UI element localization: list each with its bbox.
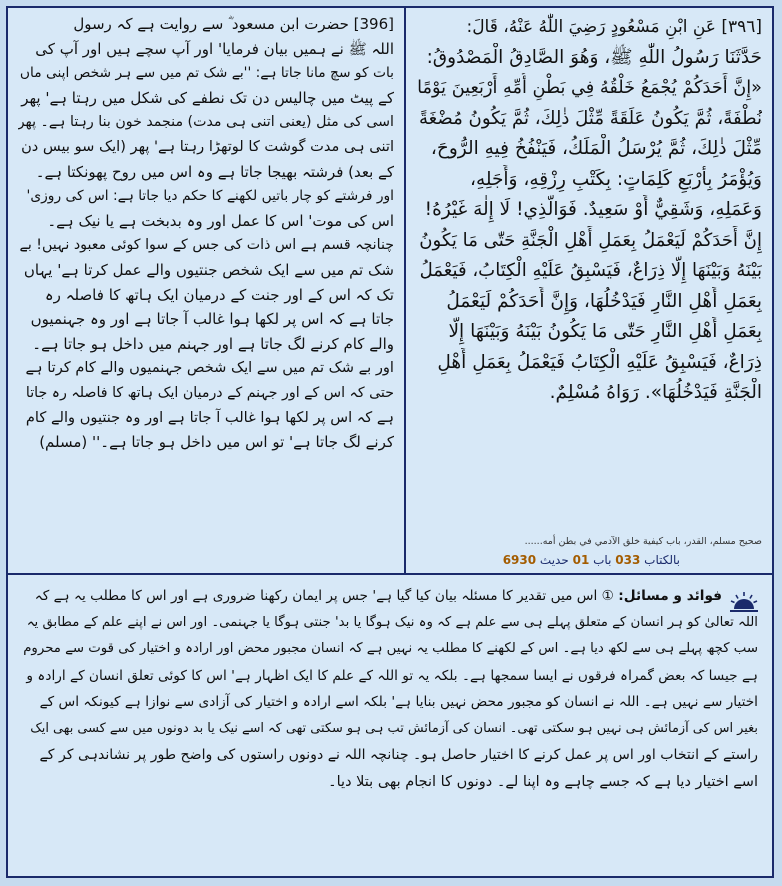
urdu-translation-column bbox=[8, 8, 406, 573]
urdu-line: اور بے شک تم میں سے ایک شخص جہنمیوں والے کام کرتا ہے bbox=[25, 359, 394, 377]
kitab-number: 033 bbox=[615, 553, 641, 567]
reference-numbers bbox=[503, 553, 680, 567]
note-line: بغیر اس کی آزمائش ہی نہیں ہو سکتی تھی۔ انسان کی آزمائش تب ہی ہو سکتی تھی کہ اسے نیک یا بد دونوں میں سے کسی بھی ایک bbox=[30, 720, 758, 736]
reference-source: صحيح مسلم، القدر، باب كيفية خلق الآدمي في بطن أمه...... bbox=[524, 536, 762, 547]
arabic-line: بَيْنَهُ وَبَيْنَهَا إِلَّا ذِرَاعٌ، فَيَسْبِقُ عَلَيْهِ الْكِتَابُ، فَيَعْمَلُ bbox=[419, 260, 762, 281]
benefits-and-issues bbox=[8, 575, 772, 876]
urdu-line: کے بعد) فرشتہ بھیجا جاتا ہے وہ اس میں روح پھونکتا ہے۔ bbox=[35, 162, 394, 181]
arabic-line: مِّثْلَ ذٰلِكَ، ثُمَّ يُرْسَلُ الْمَلَكُ، فَيَنْفُخُ فِيهِ الرُّوحَ، bbox=[430, 138, 762, 159]
urdu-line: شک تم میں سے ایک شخص جنتیوں والے عمل کرتا ہے' یہاں bbox=[23, 260, 394, 279]
page-frame bbox=[6, 6, 774, 878]
note-line: ہے جیسا کہ بعض گمراہ فرقوں نے ایسا سمجھا ہے۔ بلکہ یہ تو اللہ کے علم کا ایک اظہار ہے' اس کا کوئی تعلق انسان کے ارادہ و bbox=[26, 667, 758, 684]
arabic-line: بِعَمَلِ أَهْلِ النَّارِ فَيَدْخُلُهَا، وَإِنَّ أَحَدَكُمْ لَيَعْمَلُ bbox=[446, 290, 762, 312]
arabic-line: بِعَمَلِ أَهْلِ النَّارِ حَتّٰى مَا يَكُونُ بَيْنَهُ وَبَيْنَهَا إِلَّا bbox=[448, 321, 762, 342]
arabic-line: ذِرَاعٌ، فَيَسْبِقُ عَلَيْهِ الْكِتَابُ فَيَعْمَلُ بِعَمَلِ أَهْلِ bbox=[437, 351, 762, 373]
urdu-line: والے کام کرنے لگ جاتا ہے اور جہنم میں داخل ہو جاتا ہے۔ bbox=[32, 334, 394, 353]
note-line: اللہ تعالیٰ کو ہر انسان کے متعلق پہلے ہی سے علم ہے کہ وہ نیک ہوگا یا بد' جنتی ہوگا یا جہنمی۔ اور اس نے اپنے علم کے مطابق یہ bbox=[26, 614, 758, 630]
urdu-line: [396] حضرت ابن مسعود ؓ سے روایت ہے کہ رسول bbox=[73, 15, 394, 33]
urdu-line: جاتا ہے کہ اس پر لکھا ہوا غالب آ جاتا ہے اور وہ جہنمیوں bbox=[30, 310, 394, 329]
urdu-line: اسی کی مثل (یعنی اتنی ہی مدت) منجمد خون بنا رہتا ہے۔ پھر bbox=[18, 114, 394, 131]
arabic-text bbox=[416, 43, 762, 409]
urdu-line: اتنی ہی مدت گوشت کا لوتھڑا رہتا ہے' پھر (ایک سو بیس دن bbox=[21, 137, 394, 155]
arabic-line: نُطْفَةً، ثُمَّ يَكُونُ عَلَقَةً مِّثْلَ ذٰلِكَ، ثُمَّ يَكُونُ مُضْغَةً bbox=[418, 107, 762, 129]
notes-text bbox=[22, 583, 758, 795]
note-line: سب کچھ پہلے ہی سے لکھ دیا ہے۔ اس کے لکھنے کا مطلب یہ نہیں ہے کہ انسان مجبور محض اور ارادہ و اختیار کی قوت سے محروم bbox=[23, 641, 758, 656]
arabic-hadith-column bbox=[406, 8, 772, 573]
urdu-line: ہے کہ اس پر لکھا ہوا غالب آ جاتا ہے اور وہ جنتیوں والے کام bbox=[25, 408, 394, 426]
note-line: اسے اختیار دیا ہے کہ جسے چاہے وہ اپنا لے۔ دونوں کا انجام بھی بتلا دیا۔ bbox=[328, 773, 758, 790]
arabic-line: الْجَنَّةِ فَيَدْخُلُهَا». رَوَاهُ مُسْلِمٌ. bbox=[549, 382, 762, 403]
arabic-heading: [٣٩٦] عَنِ ابْنِ مَسْعُودٍ رَضِيَ اللّٰهُ عَنْهُ، قَالَ: bbox=[466, 17, 762, 37]
urdu-line: کے پیٹ میں چالیس دن تک نطفے کی شکل میں رہتا ہے' پھر bbox=[21, 88, 394, 107]
urdu-line: کرنے لگ جاتا ہے' تو اس میں داخل ہو جاتا ہے۔'' (مسلم) bbox=[39, 433, 394, 452]
urdu-line: اللہ ﷺ نے ہمیں بیان فرمایا' اور آپ سچے ہیں اور آپ کی bbox=[35, 39, 394, 58]
hadith-reference bbox=[408, 536, 770, 572]
arabic-line: «إِنَّ أَحَدَكُمْ يُجْمَعُ خَلْقُهُ فِي بَطْنِ أُمِّهِ أَرْبَعِينَ يَوْمًا bbox=[417, 78, 762, 98]
arabic-line: وَعَمَلِهِ، وَشَقِيٌّ أَوْ سَعِيدٌ. فَوَالَّذِي! لَا إِلٰهَ غَيْرُهُ! bbox=[424, 199, 762, 220]
arabic-line: حَدَّثَنَا رَسُولُ اللّٰهِ ﷺ، وَهُوَ الصَّادِقُ الْمَصْدُوقُ: bbox=[426, 46, 762, 68]
urdu-line: بات کو سچ مانا جاتا ہے: ''بے شک تم میں سے ہر شخص اپنی ماں bbox=[19, 65, 394, 82]
hadith-label: حديث bbox=[539, 553, 569, 567]
note-line: راستے کے انتخاب اور اس پر عمل کرنے کا اختیار حاصل ہو۔ چنانچہ اللہ نے دونوں راستوں کی واضح طور پر نشاندہی کر کے bbox=[39, 747, 758, 763]
arabic-line: وَيُؤْمَرُ بِأَرْبَعِ كَلِمَاتٍ: بِكَتْبِ رِزْقِهِ، وَأَجَلِهِ، bbox=[469, 168, 762, 190]
note-line-first bbox=[22, 583, 758, 610]
sunrise-icon bbox=[730, 591, 758, 613]
urdu-line: اور فرشتے کو چار باتیں لکھنے کا حکم دیا جاتا ہے: اس کی روزی' bbox=[26, 188, 394, 205]
bab-label: باب bbox=[593, 553, 612, 567]
bab-number: 01 bbox=[572, 553, 590, 567]
urdu-line: اس کی موت' اس کا عمل اور وہ بدبخت ہے یا نیک ہے۔ bbox=[47, 211, 394, 230]
urdu-line: چنانچہ قسم ہے اس ذات کی جس کے سوا کوئی معبود نہیں! بے bbox=[19, 237, 394, 254]
note-text: ① اس میں تقدیر کا مسئلہ بیان کیا گیا ہے' جس پر ایمان رکھنا ضروری ہے اور اس کا مطلب یہ ہے کہ bbox=[34, 588, 614, 604]
notes-label: فوائد و مسائل: bbox=[618, 588, 722, 604]
kitab-label: بالكتاب bbox=[644, 553, 680, 567]
urdu-translation bbox=[18, 12, 394, 455]
urdu-line: تک کہ اس کے اور جنت کے درمیان ایک ہاتھ کا فاصلہ رہ bbox=[44, 285, 394, 304]
urdu-line: حتی کہ اس کے اور جہنم کے درمیان ایک ہاتھ کا فاصلہ رہ جاتا bbox=[25, 384, 394, 401]
note-line: اختیار سے نہیں ہے۔ اللہ نے انسان کو مجبور محض نہیں بنایا ہے' بلکہ اسے ارادہ و اختیار کی آزادی سے نوازا ہے کیونکہ اس کے bbox=[39, 694, 758, 710]
hadith-number: 6930 bbox=[502, 553, 537, 567]
arabic-line: إِنَّ أَحَدَكُمْ لَيَعْمَلُ بِعَمَلِ أَهْلِ الْجَنَّةِ حَتّٰى مَا يَكُونُ bbox=[419, 229, 762, 251]
